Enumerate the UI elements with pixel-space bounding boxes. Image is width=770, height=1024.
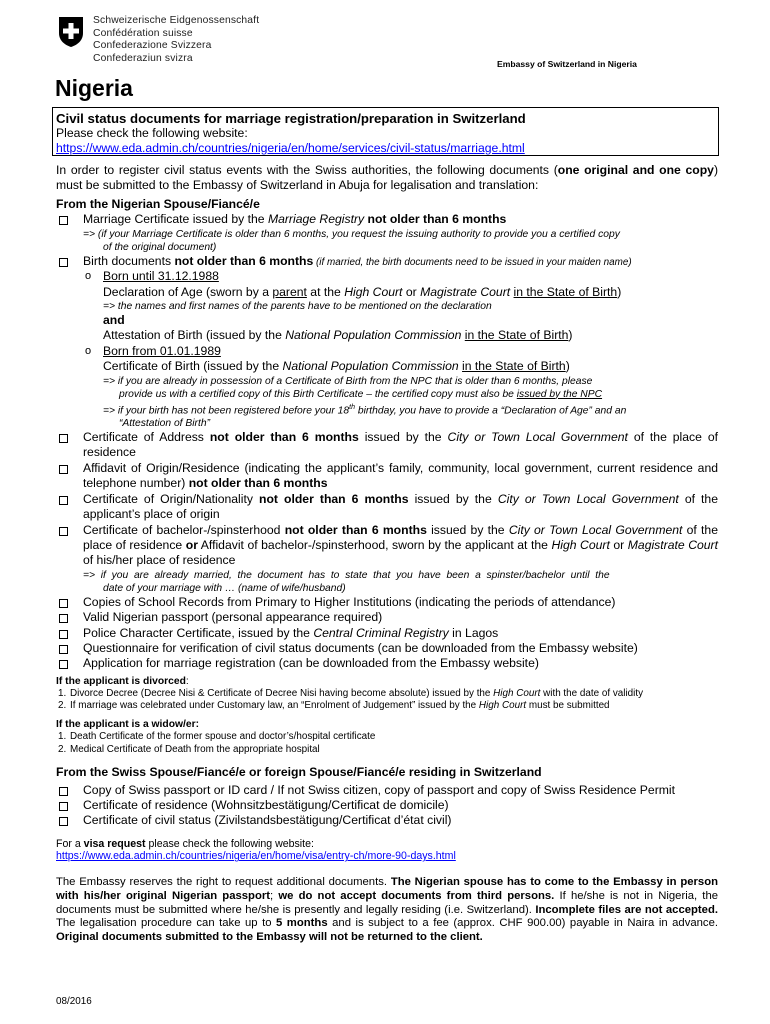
list-item: 2. If marriage was celebrated under Customary law, an “Enrolment of Judgement” issued by the High Court must be submitted	[58, 700, 610, 712]
and-text: and	[103, 313, 125, 328]
checkbox-icon	[59, 645, 68, 654]
main-content	[56, 163, 718, 956]
checkbox-icon	[59, 630, 68, 639]
note: => if your birth has not been registered before your 18th birthday, you have to provide a “Declaration of Age” and an	[103, 403, 627, 417]
list-item: 2. Medical Certificate of Death from the appropriate hospital	[58, 743, 320, 755]
divorced-heading: If the applicant is divorced:	[56, 675, 189, 687]
visa-text: For a visa request please check the following website:	[56, 837, 314, 850]
list-item: Certificate of residence (Wohnsitzbestätigung/Certificat de domicile)	[56, 798, 718, 813]
federation-names	[93, 15, 259, 65]
footer-date: 08/2016	[56, 996, 92, 1007]
list-item: Copies of School Records from Primary to Higher Institutions (indicating the periods of attendance)	[56, 595, 718, 610]
bullet-icon: o	[85, 344, 92, 357]
list-item: Application for marriage registration (can be downloaded from the Embassy website)	[56, 656, 718, 671]
list-item: Questionnaire for verification of civil status documents (can be downloaded from the Embassy website)	[56, 641, 718, 656]
box-title: Civil status documents for marriage registration/preparation in Switzerland	[56, 111, 526, 126]
checkbox-icon	[59, 527, 68, 536]
list-item: Certificate of Origin/Nationality not older than 6 months issued by the City or Town Local Government of the applicant’s place of origin	[56, 492, 718, 523]
visa-link[interactable]: https://www.eda.admin.ch/countries/nigeria/en/home/visa/entry-ch/more-90-days.html	[56, 850, 456, 863]
list-item: Copy of Swiss passport or ID card / If not Swiss citizen, copy of passport and copy of Swiss Residence Permit	[56, 783, 718, 798]
marriage-link[interactable]: https://www.eda.admin.ch/countries/nigeria/en/home/services/civil-status/marriage.html	[56, 140, 525, 155]
checkbox-icon	[59, 258, 68, 267]
checkbox-icon	[59, 614, 68, 623]
federation-fr: Confédération suisse	[93, 27, 193, 39]
list-item: Birth documents not older than 6 months (if married, the birth documents need to be issued in your maiden name)	[56, 254, 718, 270]
note: of the original document)	[103, 241, 217, 253]
note: => if you are already married, the document has to state that you have been a spinster/bachelor until the	[83, 569, 610, 581]
checkbox-icon	[59, 599, 68, 608]
bullet-icon: o	[85, 270, 92, 283]
intro-paragraph: In order to register civil status events with the Swiss authorities, the following documents (one original and one copy) must be submitted to the Embassy of Switzerland in Abuja for legalisation and translation:	[56, 163, 719, 193]
embassy-name: Embassy of Switzerland in Nigeria	[497, 59, 637, 69]
list-item: 1. Divorce Decree (Decree Nisi & Certificate of Decree Nisi having become absolute) issued by the High Court with the date of validity	[58, 687, 644, 699]
sub-item-from: o Born from 01.01.1989	[85, 343, 221, 358]
note: provide us with a certified copy of this Birth Certificate – the certified copy must also be issued by the NPC	[119, 388, 603, 400]
note: => (if your Marriage Certificate is older than 6 months, you request the issuing authority to provide you a certified copy	[83, 228, 620, 240]
nigerian-heading: From the Nigerian Spouse/Fiancé/e	[56, 196, 260, 211]
checkbox-icon	[59, 496, 68, 505]
list-item: Certificate of civil status (Zivilstandsbestätigung/Certificat d’état civil)	[56, 813, 718, 828]
note: => if you are already in possession of a Certificate of Birth from the NPC that is older than 6 months, please	[103, 375, 593, 387]
checkbox-icon	[59, 817, 68, 826]
widow-heading: If the applicant is a widow/er:	[56, 718, 200, 730]
checkbox-icon	[59, 802, 68, 811]
attestation-line: Attestation of Birth (issued by the National Population Commission in the State of Birth)	[103, 328, 573, 343]
note: => the names and first names of the parents have to be mentioned on the declaration	[103, 301, 492, 313]
checkbox-icon	[59, 434, 68, 443]
list-item: Certificate of Address not older than 6 months issued by the City or Town Local Government of the place of residence	[56, 430, 718, 461]
checkbox-icon	[59, 787, 68, 796]
checkbox-icon	[59, 216, 68, 225]
swiss-heading: From the Swiss Spouse/Fiancé/e or foreign Spouse/Fiancé/e residing in Switzerland	[56, 765, 542, 780]
declaration-line: Declaration of Age (sworn by a parent at the High Court or Magistrate Court in the State of Birth)	[103, 284, 622, 299]
list-item: Marriage Certificate issued by the Marriage Registry not older than 6 months	[56, 212, 718, 227]
certificate-birth-line: Certificate of Birth (issued by the National Population Commission in the State of Birth)	[103, 359, 570, 374]
page-title: Nigeria	[55, 75, 133, 101]
list-item: Valid Nigerian passport (personal appearance required)	[56, 610, 718, 625]
checkbox-icon	[59, 465, 68, 474]
box-check: Please check the following website:	[56, 126, 248, 140]
federation-it: Confederazione Svizzera	[93, 40, 212, 52]
final-paragraph: The Embassy reserves the right to request additional documents. The Nigerian spouse has to come to the Embassy in person with his/her original Nigerian passport; we do not accept documents from third persons. If he/she is not in Nigeria, the documents must be submitted where he/she is presently and legally residing (i.e. Switzerland). Incomplete files are not accepted. The legalisation procedure can take up to 5 months and is subject to a fee (approx. CHF 900.00) payable in Naira in advance. Original documents submitted to the Embassy will not be returned to the client.	[56, 875, 719, 944]
note: “Attestation of Birth”	[119, 418, 210, 430]
info-box	[52, 107, 719, 156]
swiss-coat-of-arms-icon	[57, 16, 85, 48]
list-item: Police Character Certificate, issued by the Central Criminal Registry in Lagos	[56, 626, 718, 641]
list-item: Affidavit of Origin/Residence (indicating the applicant’s family, community, local government, current residence and telephone number) not older than 6 months	[56, 461, 718, 492]
checkbox-icon	[59, 660, 68, 669]
list-item: Certificate of bachelor-/spinsterhood not older than 6 months issued by the City or Town Local Government of the place of residence or Affidavit of bachelor-/spinsterhood, sworn by the applicant at the High Court or Magistrate Court of his/her place of residence	[56, 523, 718, 569]
sub-item-until: o Born until 31.12.1988	[85, 269, 219, 284]
note: date of your marriage with … (name of wife/husband)	[103, 582, 346, 594]
federation-de: Schweizerische Eidgenossenschaft	[93, 15, 260, 26]
list-item: 1. Death Certificate of the former spouse and doctor’s/hospital certificate	[58, 730, 376, 742]
federation-rm: Confederaziun svizra	[93, 52, 193, 64]
